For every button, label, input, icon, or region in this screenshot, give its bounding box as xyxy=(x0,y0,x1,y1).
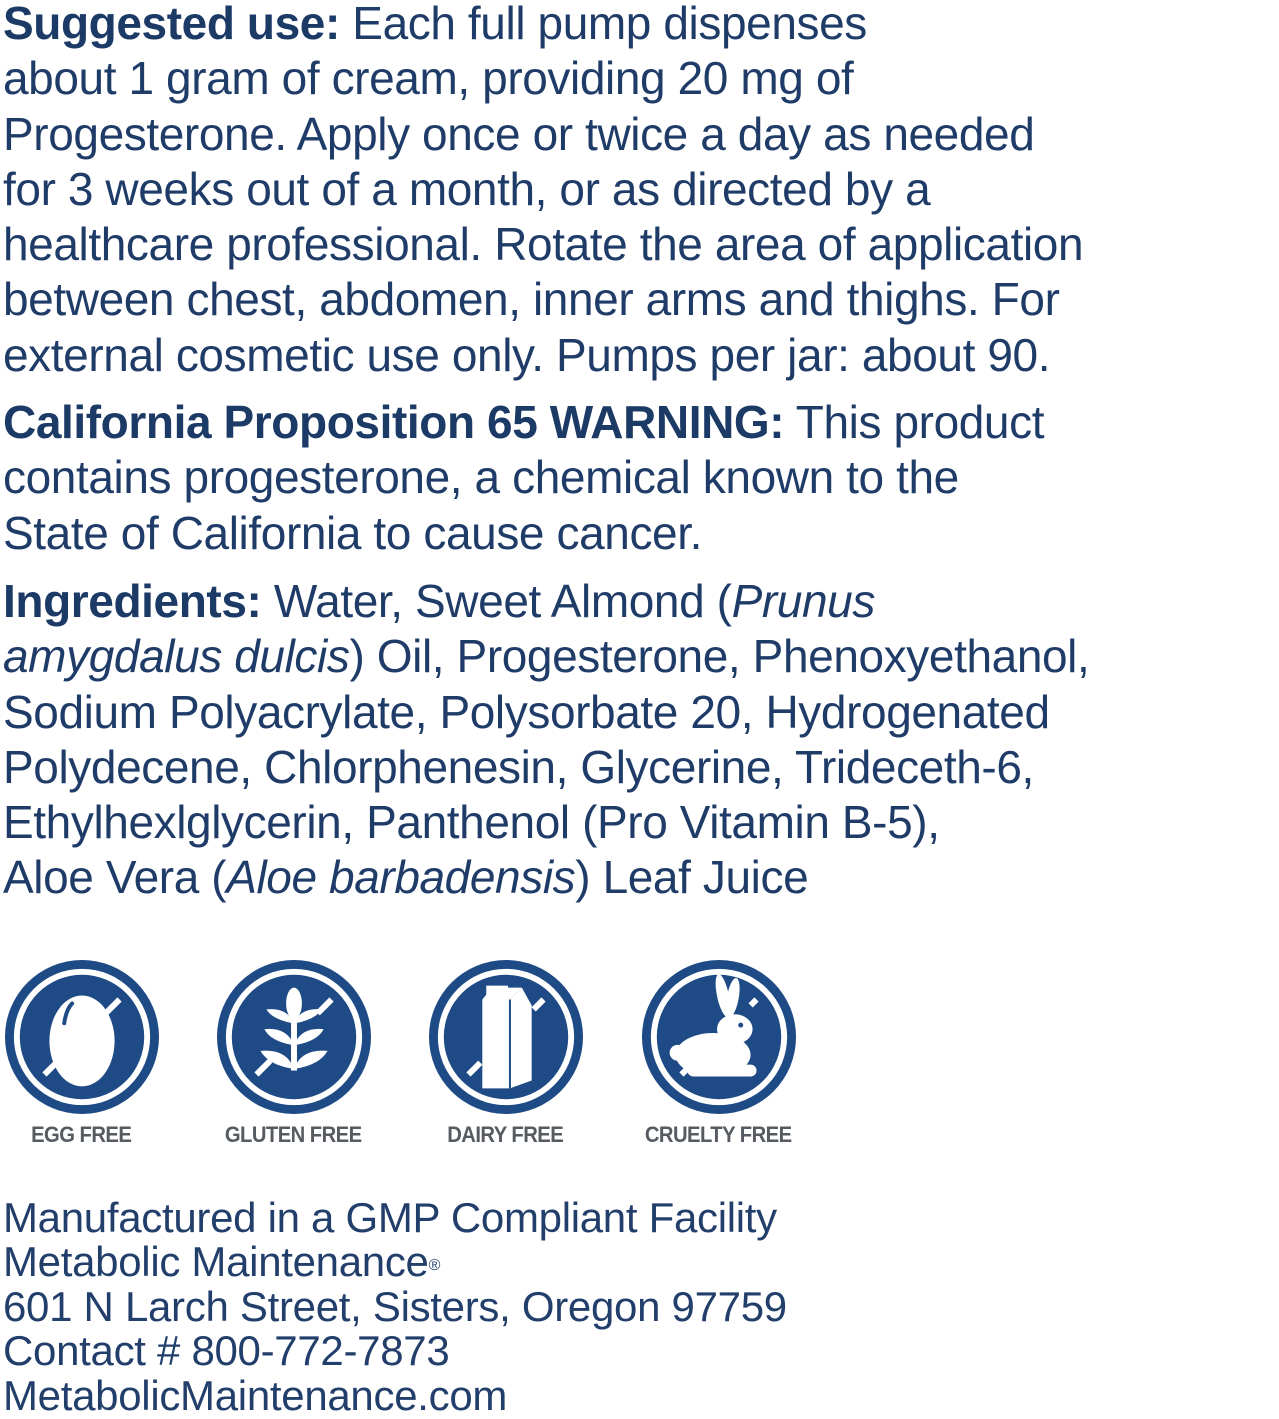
wheat-icon xyxy=(215,958,373,1116)
suggested-use-text: Each full pump dispenses xyxy=(339,0,867,49)
ingredients-line-3: Sodium Polyacrylate, Polysorbate 20, Hydrogenated xyxy=(3,685,1050,738)
badge-label: DAIRY FREE xyxy=(447,1122,564,1147)
ingredients-text: Water, Sweet Almond ( xyxy=(261,575,732,627)
ingredients-text: Aloe Vera ( xyxy=(3,851,227,904)
suggested-use-line-1 xyxy=(3,0,1279,51)
company-name: Metabolic Maintenance xyxy=(3,1238,429,1286)
suggested-use-line-3: Progesterone. Apply once or twice a day as needed xyxy=(3,107,1035,160)
suggested-use-section xyxy=(3,0,1279,383)
latin-name: amygdalus dulcis xyxy=(3,630,350,683)
contact-phone: Contact # 800-772-7873 xyxy=(3,1327,450,1375)
suggested-use-line-5: healthcare professional. Rotate the area of application xyxy=(3,218,1084,271)
prop65-warning-section xyxy=(3,395,1279,561)
manufacturer-footer xyxy=(3,1196,787,1418)
badge-gluten-free xyxy=(215,958,375,1147)
suggested-use-line-4: for 3 weeks out of a month, or as directed by a xyxy=(3,162,931,215)
prop65-line-1 xyxy=(3,395,1279,450)
company-website: MetabolicMaintenance.com xyxy=(3,1371,508,1419)
prop65-line-3: State of California to cause cancer. xyxy=(3,506,703,559)
ingredients-line-2 xyxy=(3,629,1279,684)
ingredients-line-6 xyxy=(3,850,1279,905)
ingredients-text: ) Oil, Progesterone, Phenoxyethanol, xyxy=(349,630,1090,683)
suggested-use-line-6: between chest, abdomen, inner arms and thighs. For xyxy=(3,273,1060,326)
ingredients-line-4: Polydecene, Chlorphenesin, Glycerine, Trideceth-6, xyxy=(3,740,1034,793)
badge-dairy-free xyxy=(427,958,587,1147)
badge-label: GLUTEN FREE xyxy=(224,1122,362,1147)
registered-mark: ® xyxy=(428,1257,441,1275)
free-from-badges xyxy=(0,958,820,1158)
ingredients-line-1 xyxy=(3,574,1279,629)
company-name-line xyxy=(3,1240,787,1284)
ingredients-label: Ingredients: xyxy=(3,575,262,627)
badge-label: CRUELTY FREE xyxy=(644,1122,792,1147)
badge-cruelty-free xyxy=(640,958,800,1147)
ingredients-text: ) Leaf Juice xyxy=(575,851,809,904)
latin-name: Aloe barbadensis xyxy=(226,851,576,904)
milk-carton-icon xyxy=(427,958,585,1116)
suggested-use-line-2: about 1 gram of cream, providing 20 mg of xyxy=(3,52,854,105)
latin-name: Prunus xyxy=(731,575,875,627)
prop65-label: California Proposition 65 WARNING: xyxy=(3,396,785,448)
ingredients-line-5: Ethylhexlglycerin, Panthenol (Pro Vitamin B-5), xyxy=(3,796,940,849)
prop65-line-2: contains progesterone, a chemical known to the xyxy=(3,451,959,504)
company-address: 601 N Larch Street, Sisters, Oregon 97759 xyxy=(3,1282,787,1330)
badge-egg-free xyxy=(3,958,163,1147)
suggested-use-line-7: external cosmetic use only. Pumps per jar: about 90. xyxy=(3,328,1051,381)
rabbit-icon xyxy=(640,958,798,1116)
suggested-use-label: Suggested use: xyxy=(3,0,340,49)
egg-icon xyxy=(3,958,161,1116)
badge-label: EGG FREE xyxy=(31,1122,132,1147)
prop65-text: This product xyxy=(784,396,1045,448)
gmp-statement: Manufactured in a GMP Compliant Facility xyxy=(3,1194,777,1241)
ingredients-section xyxy=(3,574,1279,906)
